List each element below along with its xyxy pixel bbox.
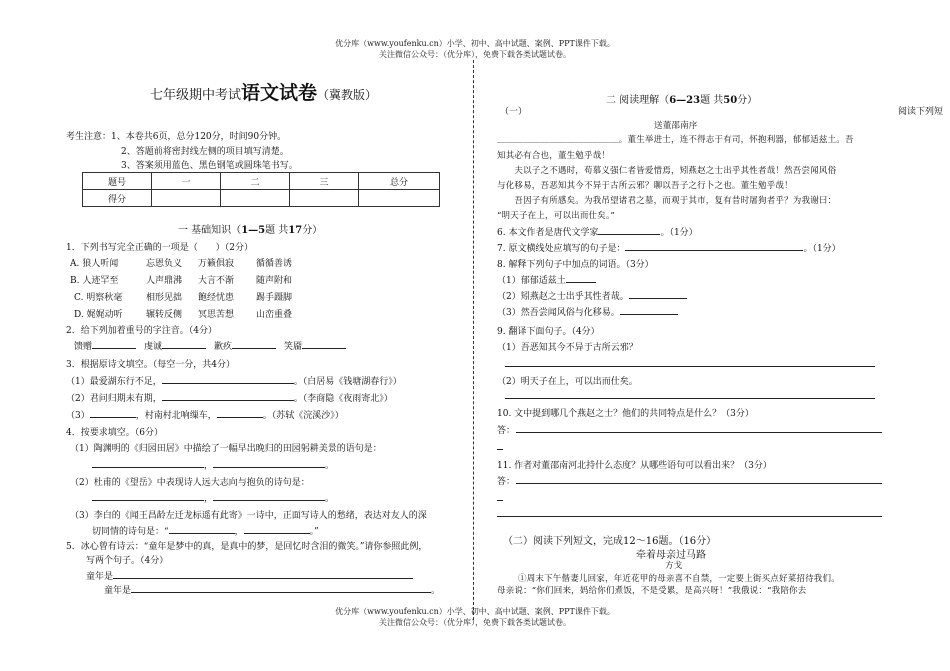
q4-text: 切同情的诗句是：“	[92, 527, 169, 537]
q5-line-2	[104, 583, 440, 596]
section2-title-text: 题 共	[700, 95, 724, 106]
q3-item-1	[66, 374, 402, 387]
q7-suffix: 。（1分）	[803, 244, 841, 254]
q5-blank[interactable]	[131, 592, 431, 593]
q4-text: 4．按要求填空。（6分）	[66, 428, 163, 438]
passage2-title: 牵着母亲过马路	[636, 550, 706, 561]
q1-word: 循循善诱	[256, 259, 293, 269]
section1-title-text: 题 共	[265, 225, 289, 236]
passage2-author: 方戈	[665, 561, 683, 571]
q10-answer-label: 答：	[497, 426, 516, 436]
q9-answer-line[interactable]	[505, 366, 875, 367]
q1-option-label: B. 人迹罕至	[70, 276, 119, 286]
q1-option-label: D. 娓娓动听	[74, 310, 123, 320]
q9-text: 9. 翻译下面句子。（4分）	[497, 327, 600, 337]
q3-text-mid: ，村南村北响缫车，	[135, 411, 217, 421]
q9-answer-line[interactable]	[505, 398, 875, 399]
q5-prefix: 童年是	[104, 586, 132, 596]
notes-label: 考生注意：	[66, 132, 112, 142]
notes-item: 1、本卷共6页，总分120分，时间90分钟。	[111, 132, 287, 142]
section1-range: 1—5	[241, 225, 266, 236]
page-title	[150, 78, 377, 105]
q8-text: 8. 解释下列句子中加点的词语。（3分）	[497, 260, 654, 270]
q3-item-2	[66, 391, 393, 404]
q8-item-3	[497, 305, 678, 318]
q11-answer-label: 答：	[497, 477, 516, 487]
q6-text	[497, 225, 698, 238]
q5-prefix: 童年是	[86, 572, 114, 582]
q7-prefix: 7. 原文横线处应填写的句子是：	[497, 244, 626, 254]
passage-line: 知其必有合也，董生勉乎哉！	[497, 151, 611, 161]
q8-blank[interactable]	[629, 298, 687, 299]
q4-punct: ，	[204, 461, 214, 471]
section2-score: 50	[723, 95, 738, 106]
section2-range: 6—23	[669, 95, 701, 106]
q4-punct: ，	[204, 494, 214, 504]
q4-blank[interactable]	[92, 467, 204, 468]
q2-blank[interactable]	[232, 348, 276, 349]
q1-word: 踢手蹑脚	[256, 293, 293, 303]
q8-blank[interactable]	[620, 314, 678, 315]
part1-label: （一）	[500, 107, 528, 117]
q9-item-1: （1）吾恶知其今不异于古所云邪？	[497, 343, 638, 353]
passage2-line: 母亲说：“你们回来，妈给你们煮饭，不是受累，是高兴呀！”我俄说：“我陪你去	[497, 586, 807, 596]
q4-punct: ，	[234, 527, 244, 537]
q4-blank[interactable]	[92, 500, 204, 501]
q1-word: 随声附和	[256, 276, 293, 286]
score-header-cell: 题号	[83, 173, 152, 190]
q8-item-text: （2）矧燕赵之士出乎其性者哉。	[497, 292, 629, 302]
q11-answer-line[interactable]	[516, 483, 882, 484]
section2-title-text: 分）	[737, 95, 758, 106]
passage-line: 与化移易，吾恶知其今不异于古所云邪？聊以吾子之行卜之也。董生勉乎哉！	[497, 181, 793, 191]
q11-answer-line[interactable]	[497, 516, 882, 517]
q1-word: 忘恩负义	[146, 259, 183, 269]
q10-text: 10. 文中提到哪几个燕赵之士？他们的共同特点是什么？（3分）	[497, 409, 754, 419]
q5-text-2: 写两个句子。（4分）	[86, 556, 169, 566]
score-cell[interactable]	[152, 190, 221, 207]
section1-title-text: 分）	[302, 225, 323, 236]
score-cell[interactable]	[290, 190, 359, 207]
q10-answer-line[interactable]	[516, 432, 882, 433]
q2-words	[74, 339, 346, 352]
score-header-cell: 总分	[359, 173, 440, 190]
q3-text-pre: （3）	[66, 411, 90, 421]
q5-punct: 。	[431, 586, 441, 596]
section2-title	[606, 91, 757, 106]
q5-line-1	[86, 569, 413, 582]
q3-text-post: 。（李商隐《夜雨寄北》）	[293, 394, 393, 404]
q5-blank[interactable]	[113, 578, 413, 579]
score-header-cell: 二	[221, 173, 290, 190]
notes-line-1	[66, 129, 286, 142]
section1-title	[178, 221, 322, 236]
notes-item: 2、答题前将密封线左侧的项目填写清楚。	[121, 147, 289, 157]
q8-item-1	[497, 273, 596, 286]
q4-blank[interactable]	[213, 467, 325, 468]
q6-blank[interactable]	[598, 234, 660, 235]
q7-text	[497, 241, 841, 254]
q4-item-3-answer	[92, 524, 319, 537]
q2-blank[interactable]	[92, 348, 136, 349]
q3-text-pre: （2）君问归期未有期，	[66, 394, 162, 404]
q11-answer-line[interactable]	[497, 500, 503, 501]
section2-title-text: 二 阅读理解（	[606, 95, 670, 106]
part1-instruction-overflow: 阅读下列短	[898, 107, 944, 117]
notes-item: 3、答案须用蓝色、黑色钢笔或圆珠笔书写。	[121, 161, 298, 171]
q8-item-2	[497, 289, 687, 302]
q1-option-label: C. 明察秋毫	[74, 293, 123, 303]
q3-blank[interactable]	[90, 417, 136, 418]
q2-word: 歉疚	[214, 342, 233, 352]
q4-item-2-answer	[92, 491, 334, 504]
q4-item-2: （2）杜甫的《望岳》中表现诗人远大志向与抱负的诗句是：	[70, 478, 310, 488]
score-header-cell: 三	[290, 173, 359, 190]
q4-punct: 。”	[309, 527, 319, 537]
q9-item-2: （2）明天子在上，可以出而仕矣。	[497, 377, 638, 387]
title-prefix: 七年级期中考试	[150, 88, 242, 103]
q1-word: 相形见拙	[146, 293, 183, 303]
q3-text: 3．根据原诗文填空。（每空一分，共4分）	[66, 360, 235, 370]
q10-answer-line[interactable]	[497, 449, 503, 450]
q5-text: 5．冰心曾有诗云：“童年是梦中的真，是真中的梦，是回忆时含泪的微笑。”请你参照此例，	[66, 542, 428, 552]
q1-word: 人声鼎沸	[146, 276, 183, 286]
q3-blank[interactable]	[162, 400, 294, 401]
passage-line: ＿＿＿＿＿＿＿＿＿＿＿＿＿＿。董生举进士，连不得志于有司，怀抱利器，郁郁适兹土。吾	[497, 135, 854, 145]
q2-text: 2．给下列加着重号的字注音。（4分）	[66, 326, 217, 336]
q1-word: 山峦重叠	[256, 310, 293, 320]
score-table	[82, 172, 440, 207]
q1-word: 大言不渐	[198, 276, 235, 286]
q4-punct: 。	[325, 494, 335, 504]
q2-word: 虔诚	[144, 342, 163, 352]
q1-text: 1．下列书写完全正确的一项是（ ）（2分）	[66, 243, 253, 253]
q2-word: 馈赠	[74, 342, 93, 352]
q8-item-text: （1）郁郁适兹土	[497, 276, 566, 286]
q4-punct: 。	[325, 461, 335, 471]
passage-line: 吾因子有所感矣。为我吊望诸君之墓，而观于其市，复有昔时屠狗者乎？为我谢曰：	[497, 196, 837, 206]
q6-suffix: 。（1分）	[660, 228, 698, 238]
score-cell[interactable]	[221, 190, 290, 207]
fold-divider	[473, 60, 474, 620]
section1-title-text: 一 基础知识（	[178, 225, 242, 236]
section1-score: 17	[288, 225, 303, 236]
title-suffix: （冀教版）	[317, 88, 378, 102]
q8-blank[interactable]	[566, 282, 596, 283]
q2-blank[interactable]	[302, 348, 346, 349]
q4-blank[interactable]	[213, 500, 325, 501]
q4-item-1: （1）陶渊明的《归园田居》中描绘了一幅早出晚归的田园躬耕美景的语句是：	[70, 444, 382, 454]
q2-blank[interactable]	[162, 348, 206, 349]
score-cell[interactable]	[359, 190, 440, 207]
q1-option-label: A. 狼人听闻	[70, 259, 119, 269]
passage-line: 夫以子之不遇时，苟慕义强仁者皆爱惜焉，矧燕赵之士出乎其性者哉！然吾尝闻风俗	[497, 166, 837, 176]
q4-blank[interactable]	[169, 533, 235, 534]
footer-line-2: 关注微信公众号：（优分库），免费下载各类试题试卷。	[379, 618, 571, 627]
q3-blank[interactable]	[217, 417, 263, 418]
q4-item-3: （3）李白的《闻王昌龄左迁龙标遥有此寄》一诗中，正面写诗人的愁绪，表达对友人的深	[70, 511, 427, 521]
q3-text-post: 。（白居易《钱塘湖春行》）	[293, 377, 402, 387]
part2-title: （二）阅读下列短文，完成12～16题。（16分）	[503, 536, 717, 547]
q3-text-pre: （1）最爱湖东行不足，	[66, 377, 162, 387]
q7-blank[interactable]	[625, 250, 803, 251]
q3-text-post: 。（苏轼《浣溪沙》）	[262, 411, 344, 421]
q3-item-3	[66, 408, 344, 421]
q1-word: 万籁俱寂	[198, 259, 235, 269]
q8-item-text: （3）然吾尝闻风俗与化移易。	[497, 308, 620, 318]
q6-prefix: 6. 本文作者是唐代文学家	[497, 228, 599, 238]
q1-word: 冥思苦想	[198, 310, 235, 320]
footer-line-1: 优分库（www.youfenku.cn）小学、初中、高中试题、案例、PPT课件下载。	[335, 607, 615, 616]
passage-title: 送董邵南序	[654, 121, 698, 131]
passage-line: “明天子在上，可以出而仕矣。”	[497, 211, 615, 221]
score-header-cell: 一	[152, 173, 221, 190]
q4-blank[interactable]	[244, 533, 310, 534]
score-row-label: 得分	[83, 190, 152, 207]
header-line-1: 优分库（www.youfenku.cn）小学、初中、高中试题、案例、PPT课件下载。	[335, 39, 615, 48]
q1-word: 飽经忧患	[198, 293, 235, 303]
q1-word: 辗转反侧	[146, 310, 183, 320]
passage2-line: ①周末下午偕妻儿回家，年近花甲的母亲喜不自禁，一定要上街买点好菜招待我们。	[518, 574, 840, 584]
q2-word: 笑靥	[284, 342, 303, 352]
q11-text: 11. 作者对董邵南河北持什么态度？从哪些语句可以看出来？（3分）	[497, 461, 772, 471]
title-main: 语文试卷	[241, 82, 318, 104]
q3-blank[interactable]	[162, 383, 294, 384]
q4-item-1-answer	[92, 458, 334, 471]
header-line-2: 关注微信公众号：（优分库），免费下载各类试题试卷。	[379, 50, 571, 59]
